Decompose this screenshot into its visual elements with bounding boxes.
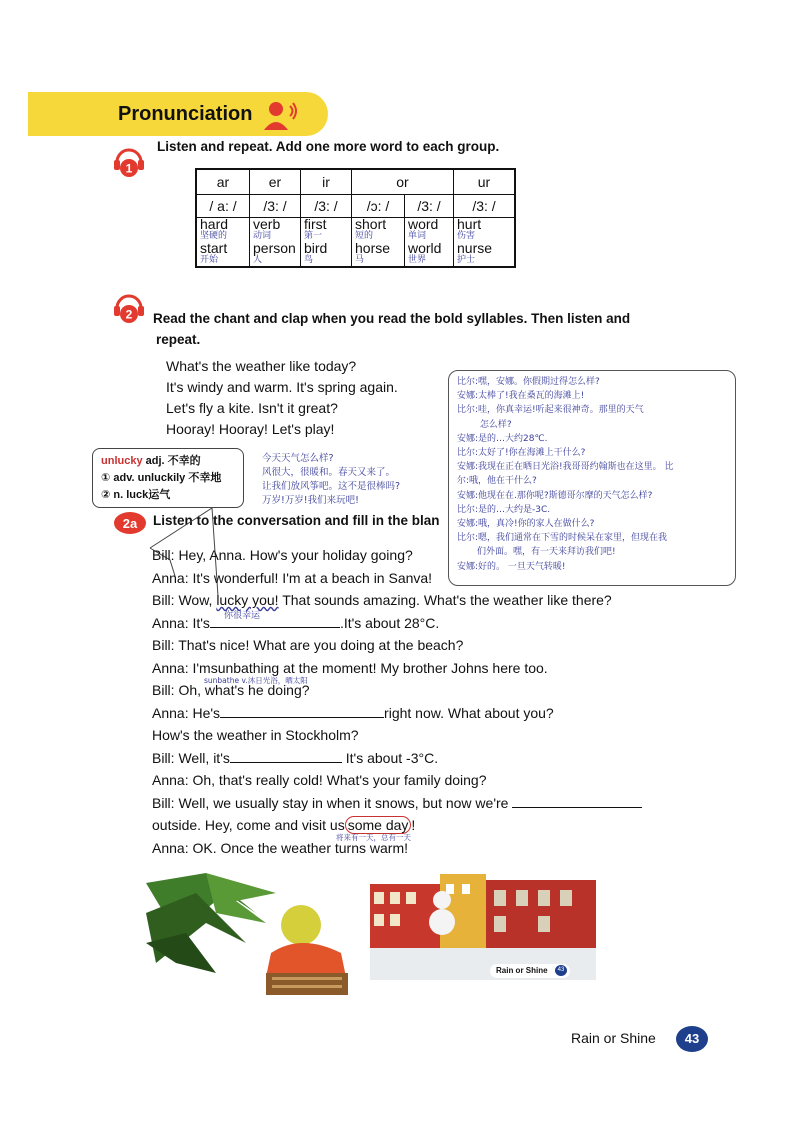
conv-text: !: [411, 817, 416, 833]
handwritten-note: 单词: [408, 231, 427, 241]
conv-line: [152, 612, 642, 635]
conv-line: Bill: That's nice! What are you doing at the beach?: [152, 637, 464, 653]
conv-text: Anna: It's: [152, 614, 210, 631]
answer-blank[interactable]: [512, 793, 642, 808]
handwritten-note: 短的: [355, 231, 374, 241]
note-line: 安娜:是的…大约28℃.: [457, 433, 548, 444]
note-line: 比尔:哇，你真幸运!听起来很神奇。那里的天气: [457, 405, 644, 416]
word: nurse: [457, 240, 493, 256]
word: bird: [304, 240, 328, 256]
chant-translation: [262, 452, 400, 508]
conv-text: .It's about 28°C.: [339, 614, 440, 631]
note-line: 安娜:我现在正在晒日光浴!我哥哥约翰斯也在这里。 比: [457, 462, 674, 473]
handwritten-note: sunbathe v.沐日光浴，晒太阳: [204, 675, 308, 685]
ipa-cell: / a: /: [196, 195, 250, 218]
word: hard: [200, 216, 229, 232]
conv-text: That sounds amazing. What's the weather like there?: [278, 592, 612, 608]
conv-line: Bill: Hey, Anna. How's your holiday going?: [152, 547, 413, 563]
chant-line: Hooray! Hooray! Let's play!: [166, 421, 335, 437]
section-2-instruction: [153, 308, 630, 350]
chant-line: What's the weather like today?: [166, 358, 357, 374]
group-er: er: [250, 169, 301, 195]
handwritten-note: 将来有一天，总有一天: [336, 833, 411, 842]
instruction-line: Read the chant and clap when you read the bold syllables. Then listen and: [153, 311, 631, 326]
word: hurt: [457, 216, 482, 232]
word: short: [355, 216, 387, 232]
headset-user-icon: [262, 98, 298, 132]
note-line: 怎么样?: [457, 419, 512, 430]
pronunciation-table: [195, 168, 516, 268]
word: start: [200, 240, 228, 256]
conv-text: It's about -3°C.: [341, 749, 439, 766]
note-line: 万岁!万岁!我们来玩吧!: [262, 495, 359, 506]
word-cell: [454, 218, 516, 268]
chant-text: [166, 356, 398, 440]
conv-line: [152, 747, 642, 770]
ipa-cell: /3: /: [250, 195, 301, 218]
section-2a-instruction: Listen to the conversation and fill in the blan: [153, 513, 440, 528]
section-1-instruction: Listen and repeat. Add one more word to each group.: [157, 139, 500, 154]
conv-line: [152, 657, 642, 685]
handwritten-note: 第一: [304, 231, 323, 241]
note-line: 今天天气怎么样?: [262, 453, 334, 464]
conv-highlight: lucky you!: [216, 592, 279, 608]
conv-line: Bill: Oh, what's he doing?: [152, 682, 310, 698]
conv-line: How's the weather in Stockholm?: [152, 727, 359, 743]
conv-text: Bill: Well, it's: [152, 749, 230, 766]
chant-line: It's windy and warm. It's spring again.: [166, 379, 398, 395]
vocab-note-box: [92, 448, 244, 508]
handwritten-note: 马: [355, 255, 365, 265]
ipa-cell: /3: /: [405, 195, 454, 218]
photo-page-badge: 43: [555, 965, 567, 976]
vocab-line: ① adv. unluckily 不幸地: [101, 472, 222, 484]
word-cell: [352, 218, 405, 268]
note-line: 安娜:他现在在.那你呢?斯德哥尔摩的天气怎么样?: [457, 490, 653, 501]
handwritten-note: 护士: [457, 255, 476, 265]
note-line: 们外面。嘿，有一天来拜访我们吧!: [457, 547, 616, 558]
section-2a-number: 2a: [122, 516, 138, 531]
ipa-cell: /3: /: [454, 195, 516, 218]
word: horse: [355, 240, 391, 256]
instruction-line: repeat.: [156, 332, 201, 347]
word-cell: [250, 218, 301, 268]
note-line: 安娜:太棒了!我在桑瓦的海滩上!: [457, 391, 585, 402]
word-cell: [405, 218, 454, 268]
conv-highlight: sunbathing: [210, 659, 280, 676]
city-illustration: [370, 872, 596, 980]
section-2-badge-icon: [112, 292, 146, 326]
section-title: Pronunciation: [118, 103, 253, 125]
conv-text: Bill: Well, we usually stay in when it snows, but now we're: [152, 794, 509, 811]
conv-text: right now. What about you?: [384, 704, 554, 721]
conv-line: Anna: OK. Once the weather turns warm!: [152, 839, 409, 856]
handwritten-note: 人: [253, 255, 263, 265]
conv-text: at the moment! My brother Johns here too.: [279, 659, 548, 676]
note-line: 比尔:是的…大约是-3C.: [457, 504, 551, 515]
note-line: 安娜:哦，真冷!你的家人在做什么?: [457, 519, 595, 530]
word-cell: [301, 218, 352, 268]
note-line: 比尔:太好了!你在海滩上干什么?: [457, 448, 586, 459]
ipa-cell: /ɔ: /: [352, 195, 405, 218]
conv-line: [152, 702, 642, 725]
handwritten-note: 伤害: [457, 231, 476, 241]
handwritten-note: 世界: [408, 255, 427, 265]
page-number: 43: [676, 1026, 708, 1052]
ipa-cell: /3: /: [301, 195, 352, 218]
conv-line: Anna: Oh, that's really cold! What's your family doing?: [152, 772, 487, 788]
conv-circled: some day: [345, 816, 412, 834]
word: verb: [253, 216, 281, 232]
conv-text: outside. Hey, come and visit us: [152, 817, 345, 833]
conversation: [152, 544, 642, 859]
conv-text: Anna: I'm: [152, 659, 211, 676]
handwritten-note: 鸟: [304, 255, 314, 265]
handwritten-note: 动词: [253, 231, 272, 241]
handwritten-note: 你很幸运: [224, 610, 261, 621]
group-ar: ar: [196, 169, 250, 195]
note-line: 尔:哦，他在干什么?: [457, 476, 537, 487]
conv-line: Anna: It's wonderful! I'm at a beach in Sanva!: [152, 569, 433, 586]
word: world: [408, 240, 442, 256]
section-1-number: 1: [125, 161, 133, 176]
conv-line: [152, 792, 642, 815]
word: first: [304, 216, 327, 232]
section-2a-badge-icon: [110, 508, 150, 536]
group-ur: ur: [454, 169, 516, 195]
vocab-word: unlucky: [101, 455, 143, 467]
answer-blank[interactable]: [220, 703, 384, 718]
word: person: [253, 240, 296, 256]
section-1-badge-icon: [112, 146, 146, 180]
answer-blank[interactable]: [230, 748, 342, 763]
word: word: [408, 216, 439, 232]
section-2-number: 2: [125, 307, 133, 322]
conv-line: [152, 814, 642, 842]
chant-line: Let's fly a kite. Isn't it great?: [166, 400, 338, 416]
note-line: 安娜:好的。 一旦天气转暖!: [457, 561, 566, 572]
word-cell: [196, 218, 250, 268]
vocab-def: adj. 不幸的: [145, 455, 201, 467]
handwritten-note: 坚硬的: [200, 231, 228, 241]
vocab-line: [101, 453, 243, 470]
note-line: 让我们放风筝吧。这不是很棒吗?: [262, 481, 401, 492]
note-line: 比尔:嘿，安娜。你假期过得怎么样?: [457, 377, 600, 387]
footer-title: Rain or Shine: [571, 1030, 656, 1046]
handwritten-note: 开始: [200, 255, 219, 265]
group-ir: ir: [301, 169, 352, 195]
conv-text: Bill: Wow,: [152, 592, 217, 608]
note-line: 比尔:嗯，我们通常在下雪的时候呆在家里，但现在我: [457, 533, 668, 544]
conv-text: Anna: He's: [152, 704, 221, 721]
vocab-line: ② n. luck运气: [101, 489, 171, 501]
note-line: 风很大，很暖和。春天又来了。: [262, 467, 396, 478]
snowy-city-photo: [370, 872, 596, 980]
beach-photo: [146, 873, 368, 997]
photo-caption: Rain or Shine: [496, 966, 548, 975]
group-or: or: [352, 169, 454, 195]
